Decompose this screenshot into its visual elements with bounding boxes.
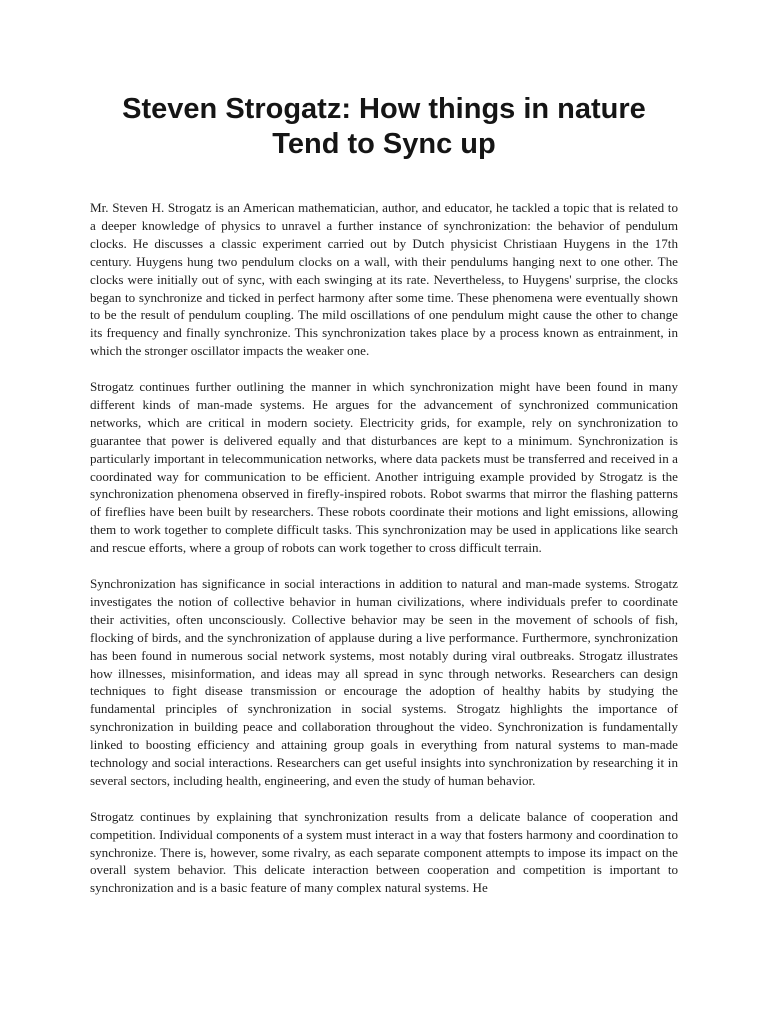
document-title — [60, 92, 708, 162]
paragraph-1: Mr. Steven H. Strogatz is an American mathematician, author, and educator, he tackled a topic that is related to a deeper knowledge of physics to unravel a further instance of synchronization: the behavior of pendulum clocks. He discusses a classic experiment carried out by Dutch physicist Christiaan Huygens in the 17th century. Huygens hung two pendulum clocks on a wall, with their pendulums hanging next to one other. The clocks were initially out of sync, with each swinging at its rate. Nevertheless, to Huygens' surprise, the clocks began to synchronize and ticked in perfect harmony after some time. These phenomena were eventually shown to be the result of pendulum coupling. The mild oscillations of one pendulum might cause the other to change its frequency and finally synchronize. This synchronization takes place by a process known as entrainment, in which the stronger oscillator impacts the weaker one. — [90, 200, 678, 359]
title-line-2: Tend to Sync up — [272, 128, 496, 160]
paragraph-3: Synchronization has significance in social interactions in addition to natural and man-made systems. Strogatz investigates the notion of collective behavior in human civilizations, where individuals prefer to coordinate their activities, often unconsciously. Collective behavior may be seen in the movement of schools of fish, flocking of birds, and the synchronization of applause during a live performance. Furthermore, synchronization has been found in numerous social network systems, most notably during viral outbreaks. Strogatz illustrates how illnesses, misinformation, and ideas may all spread in sync through networks. Researchers can design techniques to fight disease transmission or encourage the adoption of healthy habits by studying the fundamental principles of synchronization in social systems. Strogatz highlights the importance of synchronization in building peace and collaboration throughout the video. Synchronization is fundamentally linked to boosting efficiency and attaining group goals in everything from natural systems to man-made technology and social interactions. Researchers can get useful insights into synchronization by researching it in several sectors, including health, engineering, and even the study of human behavior. — [90, 576, 678, 788]
title-line-1: Steven Strogatz: How things in nature — [122, 93, 646, 125]
paragraph-4: Strogatz continues by explaining that synchronization results from a delicate balance of cooperation and competition. Individual components of a system must interact in a way that fosters harmony and coordination to synchronize. There is, however, some rivalry, as each separate component attempts to impose its impact on the overall system behavior. This delicate interaction between cooperation and competition is important to synchronization and is a basic feature of many complex natural systems. He — [90, 808, 678, 896]
paragraph-2: Strogatz continues further outlining the manner in which synchronization might have been found in many different kinds of man-made systems. He argues for the advancement of synchronized communication networks, which are critical in modern society. Electricity grids, for example, rely on synchronization to guarantee that power is delivered equally and that disturbances are kept to a minimum. Synchronization is particularly important in telecommunication networks, where data packets must be transferred and received in a coordinated way for communication to be efficient. Another intriguing example provided by Strogatz is the synchronization phenomena observed in firefly-inspired robots. Robot swarms that mirror the flashing patterns of fireflies have been built by researchers. These robots coordinate their motions and light emissions, allowing them to work together to complete difficult tasks. This synchronization may be used in applications like search and rescue efforts, where a group of robots can work together to cross difficult terrain. — [90, 379, 678, 556]
document-body — [90, 199, 678, 915]
